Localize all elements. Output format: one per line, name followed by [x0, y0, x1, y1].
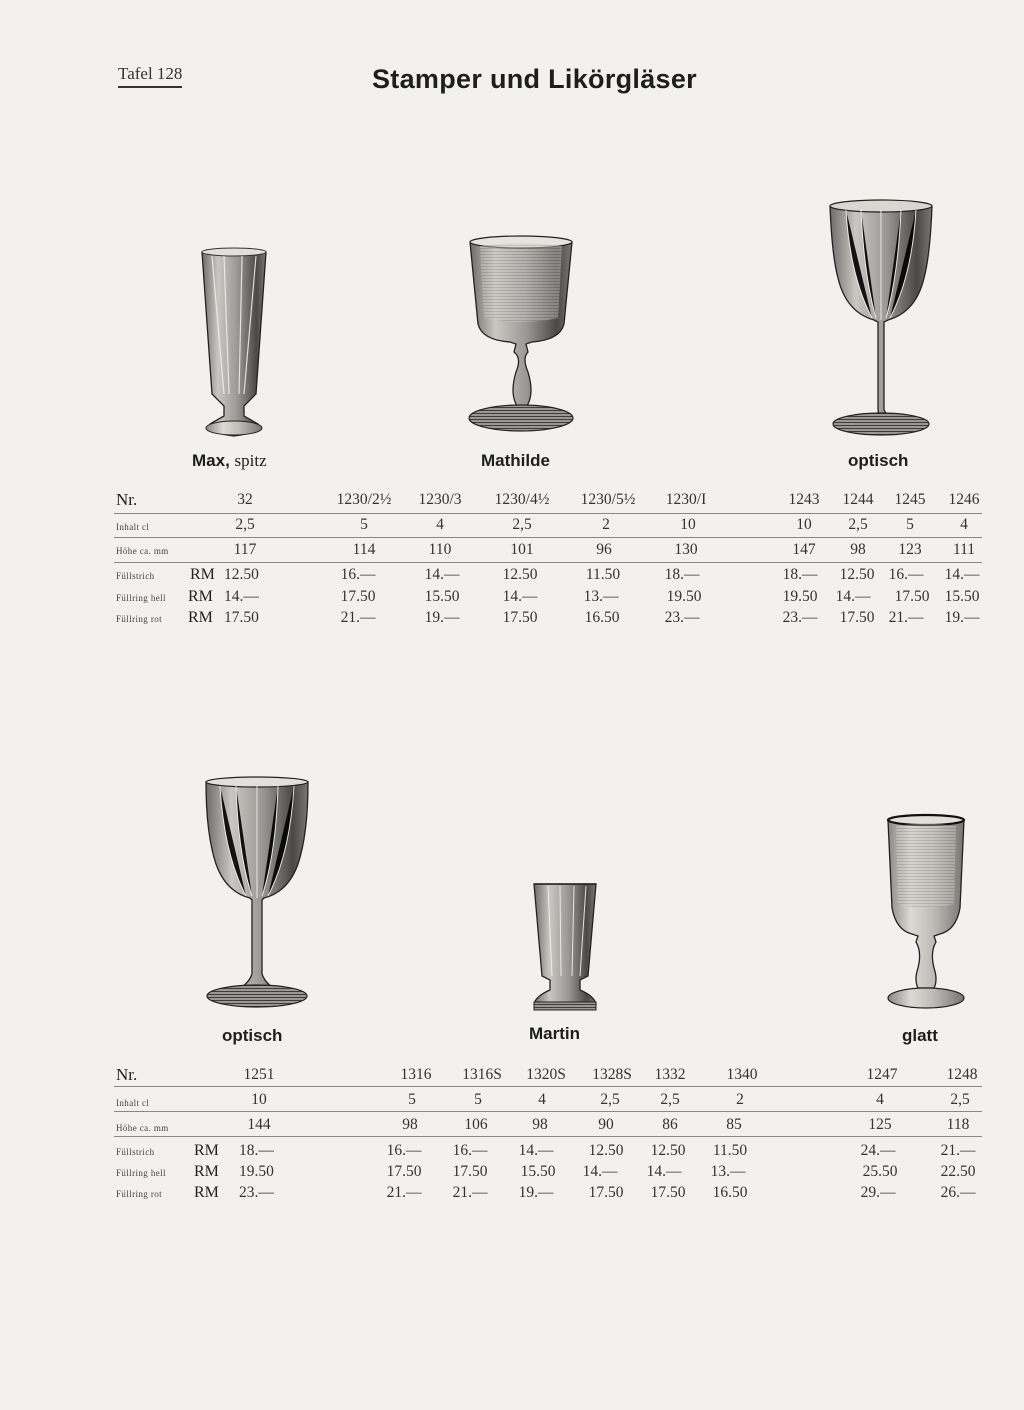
- cell-fuellstrich: 18.—: [239, 1142, 274, 1159]
- row-label-fuellring-rot: Füllring rot: [116, 614, 163, 624]
- cell-fuellring-hell: 22.50: [940, 1163, 976, 1180]
- cell-inhalt: 2,5: [235, 516, 255, 533]
- caption-max-name: Max,: [192, 451, 230, 470]
- cell-fuellring-hell: 19.50: [666, 588, 702, 605]
- row-label-fuellring-hell: Füllring hell: [116, 593, 166, 603]
- cell-fuellring-hell: 25.50: [862, 1163, 898, 1180]
- cell-fuellring-hell: 19.50: [782, 588, 818, 605]
- cell-nr: 1316S: [462, 1066, 502, 1083]
- cell-fuellstrich: 16.—: [888, 566, 924, 583]
- row-label-hoehe: Höhe ca. mm: [116, 546, 169, 556]
- cell-inhalt: 5: [360, 516, 368, 533]
- currency-label: RM: [188, 588, 213, 605]
- cell-fuellring-hell: 17.50: [452, 1163, 488, 1180]
- cell-fuellstrich: 14.—: [424, 566, 460, 583]
- caption-martin: Martin: [529, 1024, 580, 1043]
- cell-hoehe: 98: [850, 541, 866, 558]
- cell-hoehe: 86: [662, 1116, 678, 1133]
- cell-fuellring-hell: 14.—: [835, 588, 871, 605]
- row-label-fuellring-hell: Füllring hell: [116, 1168, 166, 1178]
- currency-label: RM: [190, 566, 215, 583]
- glass-optisch-1243-illustration: [826, 196, 936, 438]
- cell-nr: 1320S: [526, 1066, 566, 1083]
- caption-optisch-top: optisch: [848, 451, 909, 470]
- cell-hoehe: 90: [598, 1116, 614, 1133]
- cell-inhalt: 2,5: [950, 1091, 970, 1108]
- cell-nr: 1230/3: [418, 491, 462, 508]
- cell-inhalt: 2,5: [660, 1091, 680, 1108]
- cell-inhalt: 5: [408, 1091, 416, 1108]
- cell-fuellring-rot: 17.50: [839, 609, 875, 626]
- cell-inhalt: 2,5: [512, 516, 532, 533]
- cell-fuellstrich: 11.50: [712, 1142, 748, 1159]
- cell-fuellring-rot: 23.—: [782, 609, 818, 626]
- cell-inhalt: 4: [436, 516, 444, 533]
- cell-inhalt: 2,5: [848, 516, 868, 533]
- cell-hoehe: 125: [868, 1116, 892, 1133]
- cell-nr: 1244: [842, 491, 874, 508]
- row-label-inhalt: Inhalt cl: [116, 1098, 150, 1108]
- cell-nr: 1243: [788, 491, 820, 508]
- cell-fuellring-rot: 23.—: [239, 1184, 274, 1201]
- cell-hoehe: 101: [510, 541, 534, 558]
- glass-mathilde-illustration: [466, 232, 576, 434]
- cell-fuellring-hell: 15.50: [944, 588, 980, 605]
- cell-fuellstrich: 24.—: [860, 1142, 896, 1159]
- currency-label: RM: [194, 1142, 219, 1159]
- cell-hoehe: 106: [464, 1116, 488, 1133]
- cell-nr: 1230/I: [665, 491, 707, 508]
- cell-inhalt: 4: [960, 516, 968, 533]
- cell-hoehe: 118: [946, 1116, 970, 1133]
- cell-inhalt: 10: [680, 516, 696, 533]
- cell-fuellring-rot: 26.—: [940, 1184, 976, 1201]
- cell-fuellring-rot: 17.50: [650, 1184, 686, 1201]
- cell-fuellstrich: 21.—: [940, 1142, 976, 1159]
- cell-fuellring-rot: 21.—: [888, 609, 924, 626]
- cell-nr: 1230/4½: [494, 491, 550, 508]
- cell-hoehe: 123: [898, 541, 922, 558]
- cell-fuellring-rot: 17.50: [588, 1184, 624, 1201]
- row-label-hoehe: Höhe ca. mm: [116, 1123, 169, 1133]
- currency-label: RM: [194, 1184, 219, 1201]
- cell-fuellstrich: 16.—: [340, 566, 376, 583]
- cell-hoehe: 98: [402, 1116, 418, 1133]
- cell-fuellstrich: 12.50: [224, 566, 259, 583]
- cell-fuellstrich: 18.—: [664, 566, 700, 583]
- caption-glatt: glatt: [902, 1026, 938, 1045]
- glass-glatt-illustration: [884, 812, 968, 1012]
- cell-fuellring-hell: 17.50: [894, 588, 930, 605]
- cell-fuellstrich: 12.50: [588, 1142, 624, 1159]
- cell-fuellring-rot: 23.—: [664, 609, 700, 626]
- cell-nr: 1230/5½: [580, 491, 636, 508]
- cell-fuellring-hell: 13.—: [710, 1163, 746, 1180]
- cell-inhalt: 5: [474, 1091, 482, 1108]
- cell-inhalt: 4: [876, 1091, 884, 1108]
- cell-fuellstrich: 16.—: [386, 1142, 422, 1159]
- cell-fuellring-rot: 17.50: [224, 609, 259, 626]
- cell-hoehe: 130: [674, 541, 698, 558]
- row-label-nr: Nr.: [116, 1065, 138, 1084]
- cell-fuellring-hell: 17.50: [340, 588, 376, 605]
- cell-fuellring-rot: 21.—: [452, 1184, 488, 1201]
- cell-nr: 1332: [654, 1066, 686, 1083]
- row-label-fuellstrich: Füllstrich: [116, 571, 155, 581]
- cell-hoehe: 147: [792, 541, 816, 558]
- row-label-nr: Nr.: [116, 490, 138, 509]
- cell-nr: 1247: [866, 1066, 898, 1083]
- glass-optisch-1251-illustration: [202, 774, 312, 1010]
- cell-fuellring-hell: 14.—: [582, 1163, 618, 1180]
- cell-fuellring-rot: 19.—: [424, 609, 460, 626]
- cell-nr: 1251: [243, 1066, 275, 1083]
- caption-max-variant: spitz: [234, 451, 267, 470]
- cell-nr: 1245: [894, 491, 926, 508]
- cell-nr: 1248: [946, 1066, 978, 1083]
- glass-max-spitz-illustration: [198, 244, 270, 440]
- cell-inhalt: 10: [251, 1091, 267, 1108]
- cell-fuellring-rot: 21.—: [386, 1184, 422, 1201]
- cell-fuellstrich: 14.—: [944, 566, 980, 583]
- cell-fuellring-hell: 19.50: [239, 1163, 274, 1180]
- cell-fuellring-hell: 14.—: [502, 588, 538, 605]
- cell-inhalt: 4: [538, 1091, 546, 1108]
- caption-optisch-bottom: optisch: [222, 1026, 283, 1045]
- cell-fuellring-hell: 14.—: [646, 1163, 682, 1180]
- cell-nr: 32: [237, 491, 253, 508]
- cell-inhalt: 10: [796, 516, 812, 533]
- cell-fuellring-rot: 16.50: [712, 1184, 748, 1201]
- cell-hoehe: 85: [726, 1116, 742, 1133]
- cell-fuellring-rot: 19.—: [944, 609, 980, 626]
- cell-fuellring-hell: 13.—: [583, 588, 619, 605]
- cell-fuellring-rot: 29.—: [860, 1184, 896, 1201]
- cell-fuellring-rot: 16.50: [584, 609, 620, 626]
- cell-hoehe: 111: [952, 541, 976, 558]
- cell-fuellring-rot: 17.50: [502, 609, 538, 626]
- cell-nr: 1230/2½: [336, 491, 392, 508]
- cell-fuellring-hell: 15.50: [520, 1163, 556, 1180]
- cell-hoehe: 117: [233, 541, 257, 558]
- plate-number: Tafel 128: [118, 64, 182, 88]
- caption-mathilde: Mathilde: [481, 451, 550, 470]
- cell-inhalt: 2: [602, 516, 610, 533]
- cell-inhalt: 5: [906, 516, 914, 533]
- cell-fuellstrich: 18.—: [782, 566, 818, 583]
- cell-fuellring-rot: 19.—: [518, 1184, 554, 1201]
- cell-fuellstrich: 14.—: [518, 1142, 554, 1159]
- page-title: Stamper und Likörgläser: [372, 64, 697, 94]
- cell-hoehe: 96: [596, 541, 612, 558]
- cell-hoehe: 114: [352, 541, 376, 558]
- cell-inhalt: 2,5: [600, 1091, 620, 1108]
- cell-fuellring-hell: 17.50: [386, 1163, 422, 1180]
- cell-nr: 1340: [726, 1066, 758, 1083]
- cell-fuellring-hell: 15.50: [424, 588, 460, 605]
- cell-hoehe: 110: [428, 541, 452, 558]
- row-label-fuellring-rot: Füllring rot: [116, 1189, 163, 1199]
- cell-fuellstrich: 11.50: [585, 566, 621, 583]
- currency-label: RM: [194, 1163, 219, 1180]
- cell-fuellstrich: 12.50: [650, 1142, 686, 1159]
- cell-fuellring-hell: 14.—: [224, 588, 259, 605]
- cell-inhalt: 2: [736, 1091, 744, 1108]
- cell-nr: 1246: [948, 491, 980, 508]
- row-label-inhalt: Inhalt cl: [116, 522, 150, 532]
- cell-fuellstrich: 12.50: [839, 566, 875, 583]
- cell-fuellring-rot: 21.—: [340, 609, 376, 626]
- cell-nr: 1328S: [592, 1066, 632, 1083]
- currency-label: RM: [188, 609, 213, 626]
- glass-martin-illustration: [530, 880, 600, 1014]
- row-label-fuellstrich: Füllstrich: [116, 1147, 155, 1157]
- cell-hoehe: 144: [247, 1116, 271, 1133]
- cell-fuellstrich: 16.—: [452, 1142, 488, 1159]
- cell-hoehe: 98: [532, 1116, 548, 1133]
- cell-fuellstrich: 12.50: [502, 566, 538, 583]
- caption-max-spitz: [192, 451, 267, 471]
- cell-nr: 1316: [400, 1066, 432, 1083]
